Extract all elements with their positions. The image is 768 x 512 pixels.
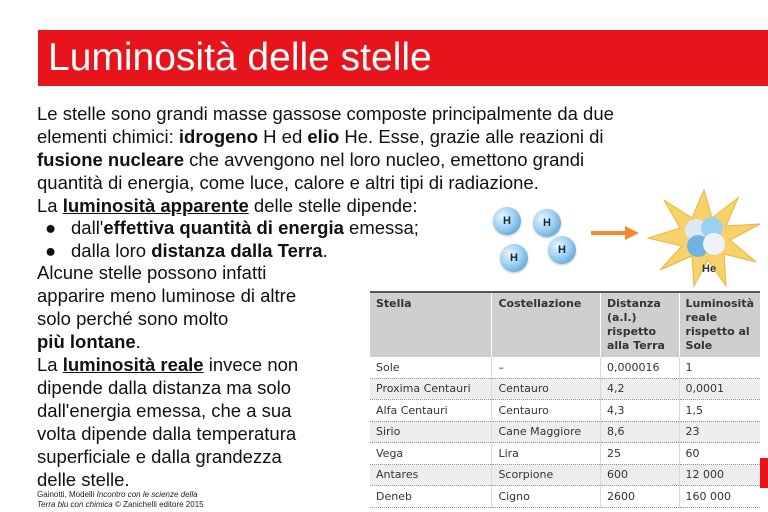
cell-luminosity: 12 000 [679,464,760,486]
table-header-row [370,292,760,357]
cell-distance: 25 [600,443,679,465]
title-bar [38,30,768,86]
cell-distance: 600 [600,464,679,486]
credit-note [37,490,204,510]
cell-luminosity: 1,5 [679,400,760,422]
header-line: Luminosità [685,297,754,310]
cell-distance: 8,6 [600,421,679,443]
para4-line-5: superficiale e dalla grandezza [37,446,282,467]
cell-star: Antares [370,464,492,486]
bullet-icon: ● [45,240,57,261]
cell-star: Alfa Centauri [370,400,492,422]
bullet-item [45,240,328,263]
column-header-luminosity [679,292,760,357]
term-hydrogen: idrogeno [178,126,259,147]
text-run: Gainotti, Modelli [37,490,97,499]
text-run: dall' [71,217,104,238]
text-run: H ed [258,126,308,147]
table-row [370,443,760,465]
header-line: alla Terra [606,339,665,352]
column-header-constellation [492,292,601,357]
cell-star: Sirio [370,421,492,443]
apparent-luminosity-line [37,195,417,218]
cell-constellation: Cigno [492,486,601,508]
para3-line-3: solo perché sono molto [37,308,229,329]
table-row [370,464,760,486]
arrow-right-icon [591,226,639,240]
header-line: Costellazione [498,297,582,310]
text-run: . [322,240,328,261]
cell-star: Proxima Centauri [370,378,492,400]
term-farther: più lontane [37,331,136,352]
stars-table [370,291,760,508]
cell-distance: 4,2 [600,378,679,400]
cell-star: Sole [370,357,492,378]
column-header-star [370,292,492,357]
table-row [370,486,760,508]
table-row [370,378,760,400]
accent-tab [760,458,768,488]
cell-luminosity: 60 [679,443,760,465]
para3-line-4 [37,331,141,354]
intro-line-3 [37,149,584,172]
cell-distance: 2600 [600,486,679,508]
helium-label: He [702,263,717,275]
cell-constellation: – [492,357,601,378]
credit-line-2 [37,500,204,510]
column-header-distance [600,292,679,357]
cell-constellation: Scorpione [492,464,601,486]
cell-star: Deneb [370,486,492,508]
header-line: Stella [376,297,412,310]
text-run: che avvengono nel loro nucleo, emettono grandi [184,149,585,170]
cell-constellation: Centauro [492,378,601,400]
hydrogen-atom-icon: H [500,244,528,272]
header-line: (a.l.) [606,311,637,324]
term-distance: distanza dalla Terra [151,240,323,261]
cell-constellation: Centauro [492,400,601,422]
credit-line-1 [37,490,204,500]
header-line: reale [685,311,718,324]
text-run: . [135,331,141,352]
text-run: emessa; [343,217,419,238]
cell-luminosity: 160 000 [679,486,760,508]
para4-line-3: dall'energia emessa, che a sua [37,400,292,421]
intro-line-1: Le stelle sono grandi masse gassose composte principalmente da due [37,103,614,124]
bullet-icon: ● [45,217,57,238]
cell-distance: 4,3 [600,400,679,422]
table-row [370,421,760,443]
para4-line-4: volta dipende dalla temperatura [37,423,297,444]
text-run: dalla loro [71,240,152,261]
text-run: La [37,195,63,216]
slide-title: Luminosità delle stelle [48,36,432,79]
term-real-luminosity: luminosità reale [62,354,204,375]
para4-line-2: dipende dalla distanza ma solo [37,377,292,398]
term-energy: effettiva quantità di energia [103,217,344,238]
cell-luminosity: 0,0001 [679,378,760,400]
cell-constellation: Cane Maggiore [492,421,601,443]
text-run: Incontro con le scienze della [96,490,198,499]
text-run: delle stelle dipende: [248,195,418,216]
cell-luminosity: 23 [679,421,760,443]
bullet-item [45,217,419,240]
para4-line-1 [37,354,298,377]
text-run: Terra blu con chimica [37,500,113,509]
header-line: Sole [685,339,713,352]
para3-line-2: apparire meno luminose di altre [37,285,297,306]
hydrogen-atom-icon: H [533,209,561,237]
hydrogen-atom-icon: H [548,236,576,264]
cell-distance: 0,000016 [600,357,679,378]
term-nuclear-fusion: fusione nucleare [37,149,185,170]
table-row [370,400,760,422]
cell-luminosity: 1 [679,357,760,378]
hydrogen-atom-icon: H [493,207,521,235]
text-run: elementi chimici: [37,126,179,147]
intro-line-2 [37,126,604,149]
text-run: invece non [203,354,299,375]
text-run: La [37,354,63,375]
cell-constellation: Lira [492,443,601,465]
cell-star: Vega [370,443,492,465]
header-line: rispetto al [685,325,750,338]
table-row [370,357,760,378]
text-run: He. Esse, grazie alle reazioni di [339,126,604,147]
text-run: © Zanichelli editore 2015 [112,500,204,509]
term-apparent-luminosity: luminosità apparente [62,195,249,216]
intro-line-4: quantità di energia, come luce, calore e altri tipi di radiazione. [37,172,539,193]
term-helium: elio [307,126,340,147]
header-line: rispetto [606,325,657,338]
header-line: Distanza [606,297,661,310]
para3-line-1: Alcune stelle possono infatti [37,262,267,283]
para4-line-6: delle stelle. [37,469,130,490]
